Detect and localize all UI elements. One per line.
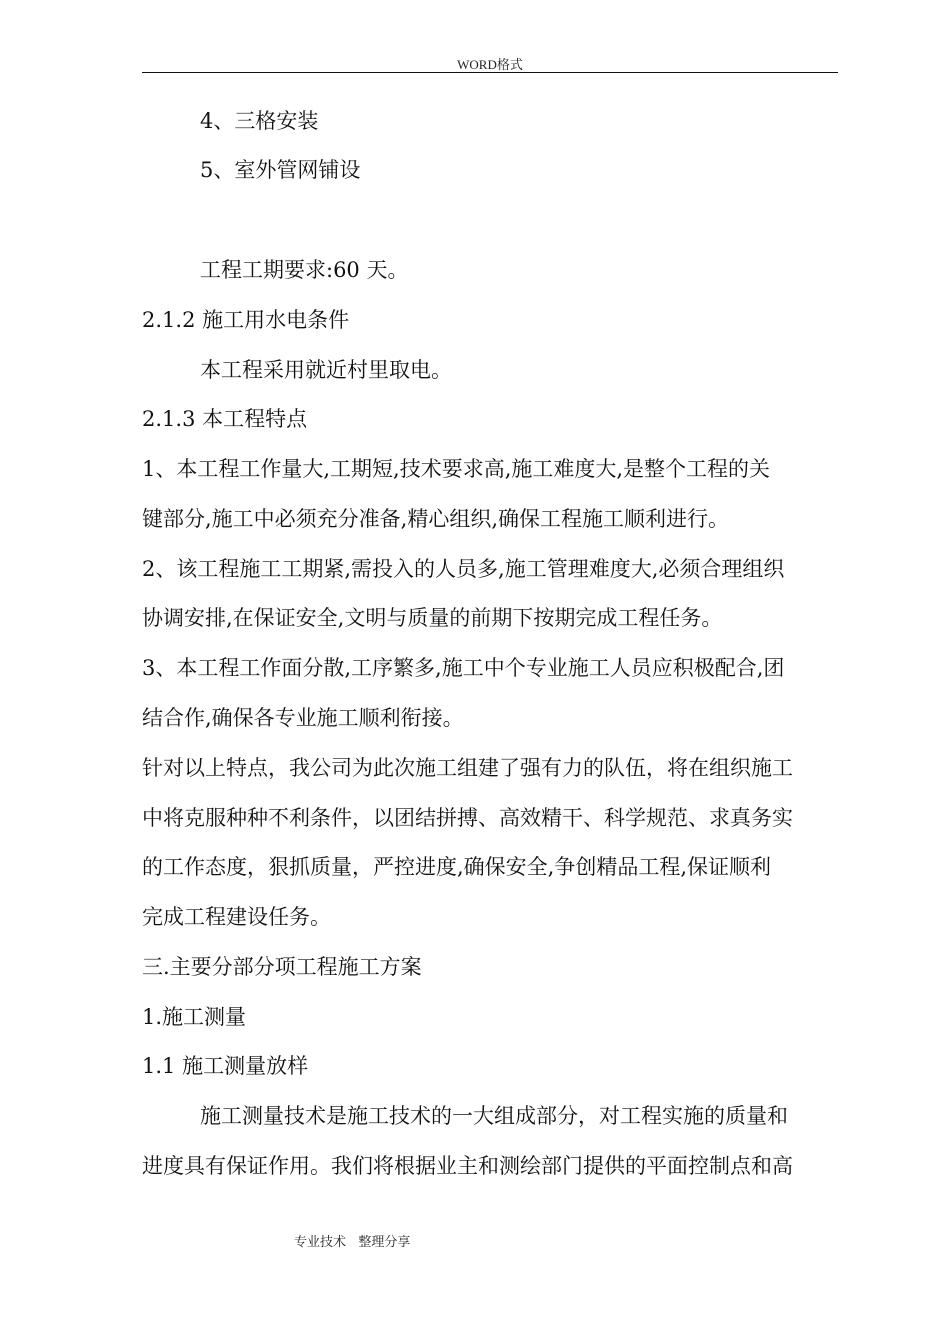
header-rule (142, 72, 838, 73)
section-heading-1: 1.施工测量 (142, 1005, 247, 1029)
section-heading-1-1: 1.1 施工测量放样 (142, 1054, 309, 1078)
list-item-outdoor-pipe: 5、室外管网铺设 (200, 158, 361, 182)
feature-1-line-1: 1、本工程工作量大,工期短,技术要求高,施工难度大,是整个工程的关 (142, 457, 771, 481)
list-item-3-grid-install: 4、三格安装 (200, 109, 319, 133)
page-header: WORD格式 (457, 57, 523, 72)
feature-2-line-1: 2、该工程施工工期紧,需投入的人员多,施工管理难度大,必须合理组织 (142, 557, 785, 581)
chapter-heading-3: 三.主要分部分项工程施工方案 (142, 955, 422, 979)
summary-line-3: 的工作态度，狠抓质量，严控进度,确保安全,争创精品工程,保证顺利 (142, 855, 772, 879)
summary-line-2: 中将克服种种不利条件，以团结拼搏、高效精干、科学规范、求真务实 (142, 806, 793, 830)
feature-2-line-2: 协调安排,在保证安全,文明与质量的前期下按期完成工程任务。 (142, 606, 723, 630)
schedule-requirement: 工程工期要求:60 天。 (200, 258, 409, 282)
section-heading-2-1-3: 2.1.3 本工程特点 (142, 407, 308, 431)
section-heading-2-1-2: 2.1.2 施工用水电条件 (142, 308, 350, 332)
summary-line-1: 针对以上特点，我公司为此次施工组建了强有力的队伍，将在组织施工 (142, 756, 793, 780)
survey-paragraph-line-2: 进度具有保证作用。我们将根据业主和测绘部门提供的平面控制点和高 (142, 1154, 793, 1178)
summary-line-4: 完成工程建设任务。 (142, 905, 331, 929)
paragraph-power-source: 本工程采用就近村里取电。 (200, 358, 452, 382)
feature-3-line-2: 结合作,确保各专业施工顺利衔接。 (142, 706, 464, 730)
feature-1-line-2: 键部分,施工中必须充分准备,精心组织,确保工程施工顺利进行。 (142, 507, 730, 531)
page-footer: 专业技术 整理分享 (294, 1235, 411, 1250)
feature-3-line-1: 3、本工程工作面分散,工序繁多,施工中个专业施工人员应积极配合,团 (142, 656, 785, 680)
survey-paragraph-line-1: 施工测量技术是施工技术的一大组成部分，对工程实施的质量和 (200, 1104, 788, 1128)
